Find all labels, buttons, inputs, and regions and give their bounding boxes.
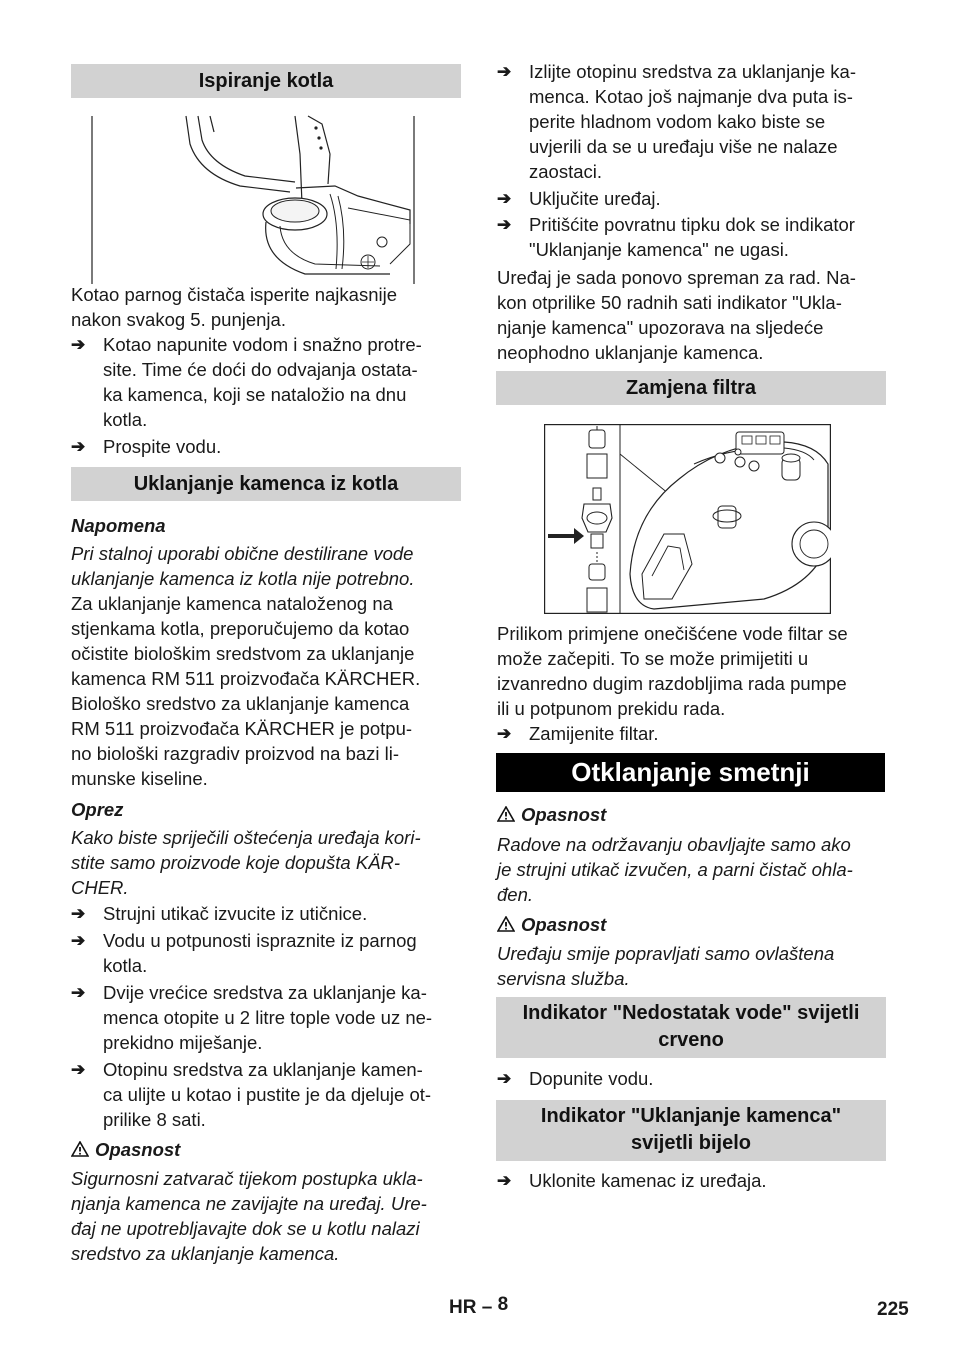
warning-triangle-icon [497,916,515,932]
bullet-empty-boiler: Vodu u potpunosti ispraznite iz parnog kotla. [103,930,417,976]
danger-label: Opasnost [71,1137,180,1162]
heading-zamjena-filtra: Zamjena filtra [496,371,886,405]
bullet-dissolve: Dvije vrećice sredstva za uklanjanje ka- menca otopite u 2 litre tople vode uz ne- prekidno miješanje. [103,982,433,1053]
bullet-unplug: Strujni utikač izvucite iz utičnice. [103,903,368,924]
warning-triangle-icon [71,1141,89,1157]
bullet-pour-solution: Otopinu sredstva za uklanjanje kamen- ca ulijte u kotao i pustite je da djeluje ot- prilike 8 sati. [103,1059,432,1130]
footer-page-label: HR – 8 [449,1294,509,1318]
arrow-right-icon: ➔ [497,724,512,743]
bullet-refill-water: Dopunite vodu. [529,1068,654,1089]
danger-text-2: Uređaju smije popravljati samo ovlaštena servisna služba. [497,943,835,989]
note-text: Pri stalnoj uporabi obične destilirane vode uklanjanje kamenca iz kotla nije potrebno. [71,543,415,589]
heading-water-shortage: Indikator "Nedostatak vode" svijetli crveno [496,997,886,1058]
bullet-reset-button: Pritišćite povratnu tipku dok se indikator "Uklanjanje kamenca" ne ugasi. [529,214,855,260]
bullet-switch-on: Uključite uređaj. [529,188,661,209]
bullet-descale-device: Uklonite kamenac iz uređaja. [529,1170,767,1191]
bullet-pour-water: Prospite vodu. [103,436,222,457]
heading-ispiranje-kotla: Ispiranje kotla [71,64,461,98]
section-title-troubleshooting: Otklanjanje smetnji [496,753,885,792]
warning-triangle-icon [497,806,515,822]
caution-text: Kako biste spriječili oštećenja uređaja kori- stite samo proizvode koje dopušta KÄR- CHER. [71,827,421,898]
arrow-right-icon: ➔ [497,1171,512,1190]
arrow-right-icon: ➔ [71,983,86,1002]
danger-label-2: Opasnost [497,912,606,937]
paragraph-filter-clog: Prilikom primjene onečišćene vode filtar se može začepiti. To se može primijetiti u izvanredno dugim razdobljima rada pumpe ili u potpunom prekidu rada. [497,623,848,719]
heading-descale-indicator: Indikator "Uklanjanje kamenca" svijetli bijelo [496,1100,886,1161]
filter-replacement-illustration [544,424,831,614]
paragraph-descaler: Za uklanjanje kamenca nataloženog na stjenkama kotla, preporučujemo da kotao očistite biološkim sredstvom za uklanjanje kamenca RM 511 proizvođača KÄRCHER. Biološko sredstvo za uklanjanje kamenca RM 511 proizvođača KÄRCHER je potpu- no biološki razgradiv proizvod na bazi li- munske kiseline. [71,593,421,789]
arrow-right-icon: ➔ [497,189,512,208]
arrow-right-icon: ➔ [497,215,512,234]
danger-text: Sigurnosni zatvarač tijekom postupka ukla- njanja kamenca ne zavijajte na uređaj. Ure- đaj ne upotrebljavajte dok se u kotlu nalazi sredstvo za uklanjanje kamenca. [71,1168,427,1264]
paragraph-rinse-interval: Kotao parnog čistača isperite najkasnije nakon svakog 5. punjenja. [71,284,397,330]
danger-text-1: Radove na održavanju obavljajte samo ako je strujni utikač izvučen, a parni čistač ohla- đen. [497,834,853,905]
arrow-right-icon: ➔ [497,62,512,81]
bullet-drain-solution: Izlijte otopinu sredstva za uklanjanje ka- menca. Kotao još najmanje dva puta is- perite hladnom vodom kako biste se uvjerili da se u uređaju više ne nalaze zaostaci. [529,61,857,182]
arrow-right-icon: ➔ [71,931,86,950]
danger-label-1: Opasnost [497,802,606,827]
heading-uklanjanje-kamenca: Uklanjanje kamenca iz kotla [71,467,461,501]
arrow-right-icon: ➔ [71,1060,86,1079]
bullet-fill-boiler: Kotao napunite vodom i snažno protre- site. Time će doći do odvajanja ostata- ka kamenca, koji se nataložio na dnu kotla. [103,334,422,430]
bullet-replace-filter: Zamijenite filtar. [529,723,659,744]
footer-page-number: 225 [877,1299,909,1320]
arrow-right-icon: ➔ [497,1069,512,1088]
note-label: Napomena [71,515,166,536]
arrow-right-icon: ➔ [71,335,86,354]
arrow-right-icon: ➔ [71,904,86,923]
arrow-right-icon: ➔ [71,437,86,456]
boiler-rinse-illustration [90,114,416,286]
caution-label: Oprez [71,799,124,820]
paragraph-ready: Uređaj je sada ponovo spreman za rad. Na- kon otprilike 50 radnih sati indikator "Ukla- njanje kamenca" upozorava na sljedeće neophodno uklanjanje kamenca. [497,267,856,363]
